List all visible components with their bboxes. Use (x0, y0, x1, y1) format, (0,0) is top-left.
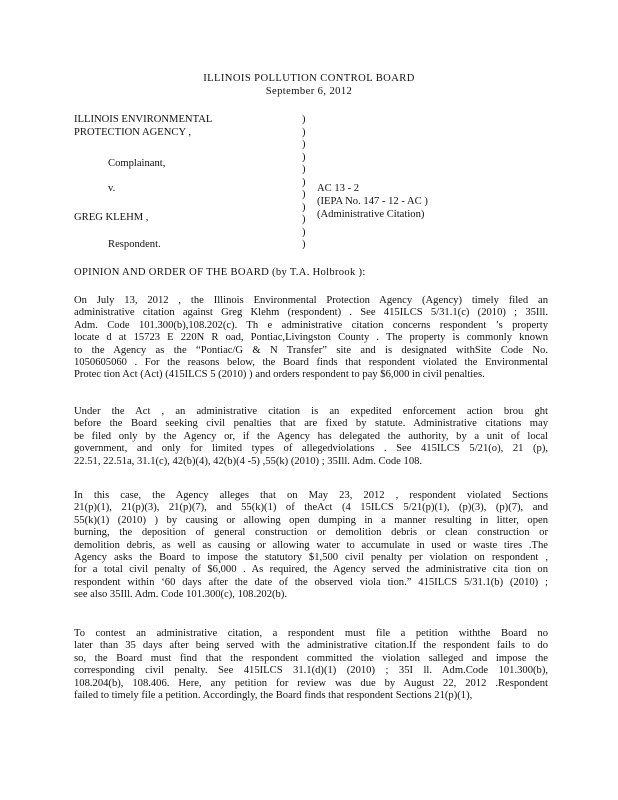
text-line: to the Agency as the “Pontiac/G & N Transfer” site and is designated withSite Code No. (74, 344, 548, 356)
paragraph-contest (74, 628, 548, 702)
text-line: before the Board seeking civil penalties that are fixed by statute. Administrative citations may (74, 418, 548, 430)
case-type: (Administrative Citation) (317, 209, 425, 220)
text-line: be filed only by the Agency or, if the Agency has delegated the authority, by a unit of local (74, 430, 548, 442)
respondent-role: Respondent. (108, 239, 161, 250)
text-line: 1050605060 . For the reasons below, the Board finds that respondent violated the Environmental (74, 357, 548, 369)
text-line: 55(k)(1) (2010) ) by causing or allowing open dumping in a manner resulting in litter, open (74, 514, 548, 526)
complainant-name-line-2: PROTECTION AGENCY , (74, 127, 192, 138)
text-line: administrative citation against Greg Klehm (respondent) . See 415ILCS 5/31.1(c) (2010) ; 35Ill. (74, 307, 548, 319)
order-date: September 6, 2012 (265, 86, 353, 97)
text-line: demolition debris, as well as causing or allowing water to accumulate in used or waste tires .The (74, 539, 548, 551)
versus-label: v. (108, 183, 116, 194)
text-line: government, and only for limited types of allegedviolations . See 415ILCS 5/21(o), 21 (p), (74, 443, 548, 455)
respondent-name: GREG KLEHM , (74, 212, 149, 223)
text-line: Under the Act , an administrative citation is an expedited enforcement action brou ght (74, 406, 548, 417)
text-line: later than 35 days after being served with the administrative citation.If the respondent fails to do (74, 640, 548, 652)
caption-parentheses: ) ) ) ) ) ) ) ) ) ) ) (302, 114, 306, 251)
board-name-heading: ILLINOIS POLLUTION CONTROL BOARD (203, 73, 415, 84)
text-line: burning, the deposition of general construction or demolition debris or clean construction or (74, 527, 548, 539)
complainant-name-line-1: ILLINOIS ENVIRONMENTAL (74, 114, 213, 125)
text-line: Adm. Code 101.300(b),108.202(c). Th e administrative citation concerns respondent ’s property (74, 319, 548, 331)
text-line: so, the Board must find that the respondent committed the violation salleged and impose the (74, 652, 548, 664)
text-line: failed to timely file a petition. Accordingly, the Board finds that respondent Sections 21(p)(1), (74, 690, 473, 702)
text-line: for a total civil penalty of $6,000 . As required, the Agency served the administrative cita tion on (74, 564, 548, 576)
text-line: On July 13, 2012 , the Illinois Environmental Protection Agency (Agency) timely filed an (74, 295, 548, 306)
paragraph-act (74, 406, 548, 468)
text-line: Protec tion Act (Act) (415ILCS 5 (2010) ) and orders respondent to pay $6,000 in civil penalties. (74, 369, 485, 381)
text-line: 21(p)(1), 21(p)(3), 21(p)(7), and 55(k)(1) of theAct (4 15ILCS 5/21(p)(1), (p)(3), (p)(7), and (74, 502, 548, 514)
text-line: In this case, the Agency alleges that on May 23, 2012 , respondent violated Sections (74, 490, 548, 501)
complainant-role: Complainant, (108, 158, 166, 169)
paragraph-intro (74, 295, 548, 382)
text-line: To contest an administrative citation, a respondent must file a petition withthe Board no (74, 628, 548, 639)
opinion-heading: OPINION AND ORDER OF THE BOARD (by T.A. Holbrook ): (74, 267, 366, 278)
text-line: 22.51, 22.51a, 31.1(c), 42(b)(4), 42(b)(4 -5) ,55(k) (2010) ; 35Ill. Adm. Code 108. (74, 455, 423, 467)
text-line: locate d at 15723 E 220N R oad, Pontiac,Livingston County . The property is commonly known (74, 332, 548, 344)
text-line: Agency asks the Board to impose the statutory $1,500 civil penalty per violation on respondent , (74, 552, 548, 564)
paragraph-allegations (74, 490, 548, 602)
text-line: see also 35Ill. Adm. Code 101.300(c), 108.202(b). (74, 589, 288, 601)
text-line: respondent within ‘60 days after the date of the observed viola tion.” 415ILCS 5/31.1(b) (2010) ; (74, 576, 548, 588)
iepa-number: (IEPA No. 147 - 12 - AC ) (317, 196, 428, 207)
text-line: 108.204(b), 108.406. Here, any petition for review was due by August 22, 2012 .Respondent (74, 677, 548, 689)
text-line: corresponding civil penalty. See 415ILCS 31.1(d)(1) (2010) ; 35I ll. Adm.Code 101.300(b), (74, 665, 548, 677)
case-number: AC 13 - 2 (317, 183, 360, 194)
